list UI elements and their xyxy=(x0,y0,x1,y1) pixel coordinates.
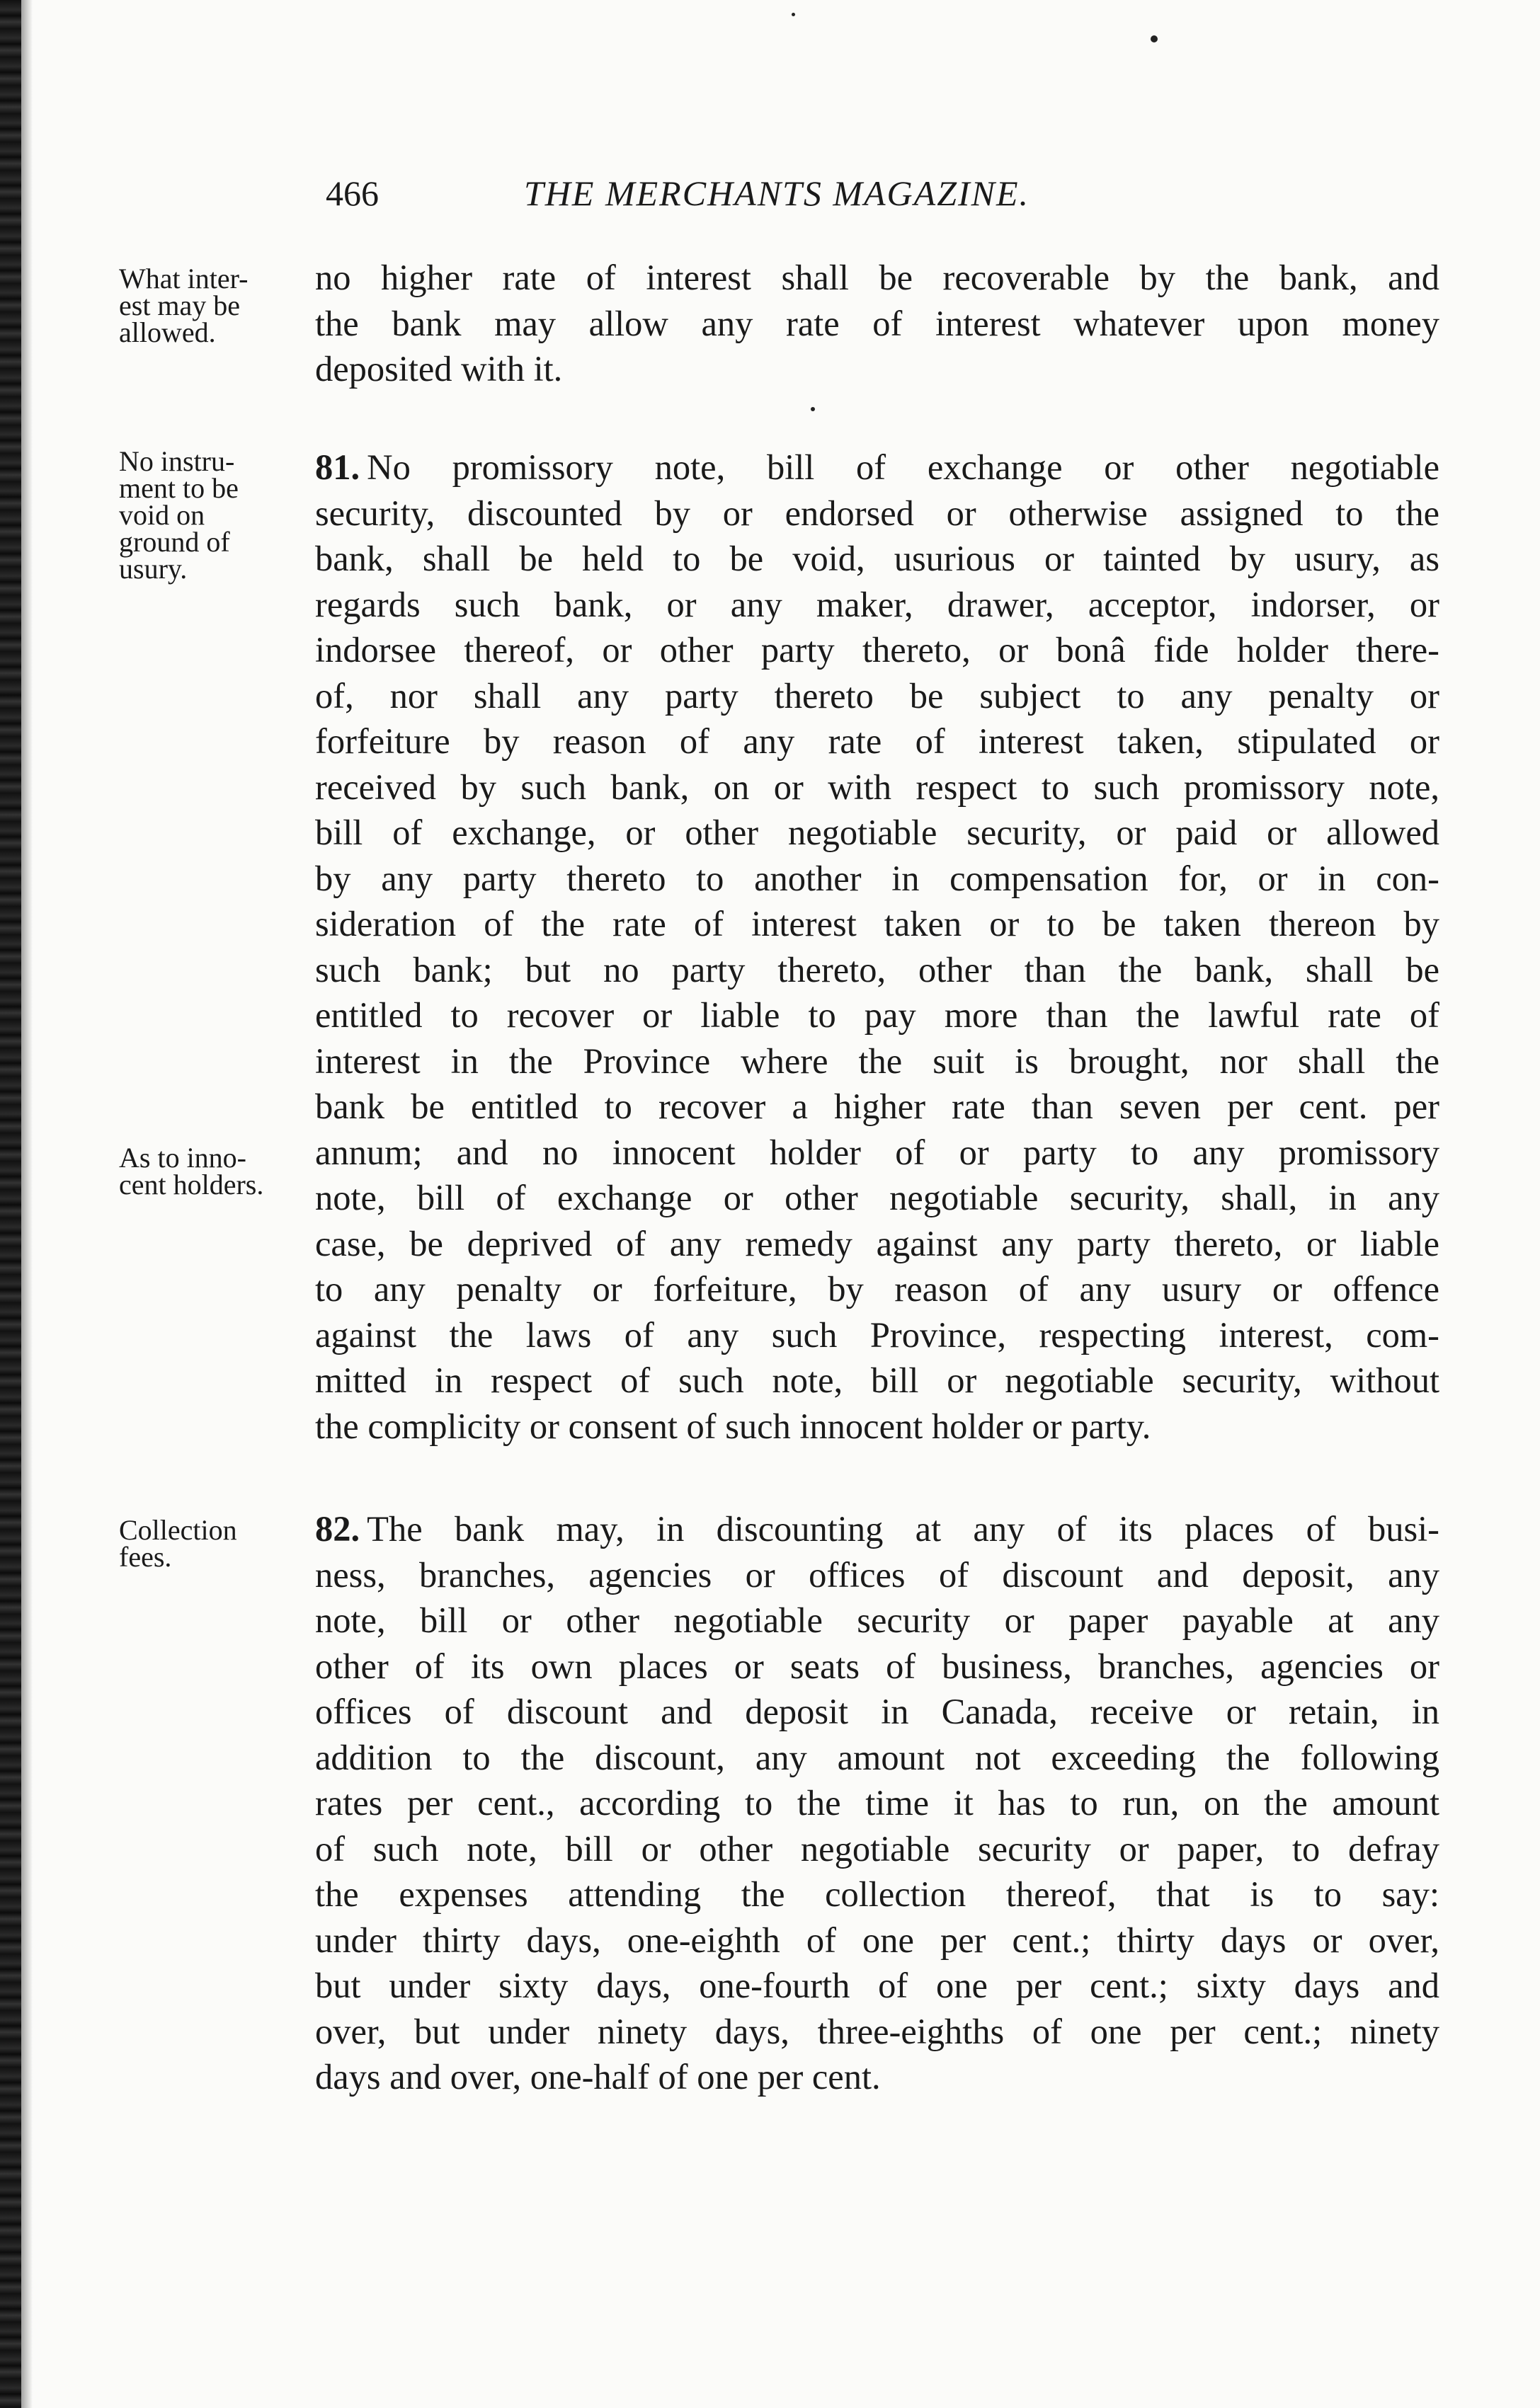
text-line: addition to the discount, any amount not exceeding the following xyxy=(315,1737,1439,1777)
text-line: security, discounted by or endorsed or otherwise assigned to the xyxy=(315,493,1439,533)
text-line: the expenses attending the collection thereof, that is to say: xyxy=(315,1874,1439,1914)
text-line: no higher rate of interest shall be recoverable by the bank, and xyxy=(315,258,1439,297)
text-line: interest in the Province where the suit is brought, nor shall the xyxy=(315,1040,1439,1081)
scan-speck xyxy=(792,13,795,16)
sidenote-collection: Collection fees. xyxy=(119,1514,237,1573)
text-line: of such note, bill or other negotiable security or paper, to defray xyxy=(315,1828,1439,1869)
text-line: note, bill or other negotiable security or paper payable at any xyxy=(315,1600,1439,1640)
page-header xyxy=(312,168,1473,225)
text-line: of, nor shall any party thereto be subject to any penalty or xyxy=(315,675,1439,716)
text-line: case, be deprived of any remedy against any party thereto, or liable xyxy=(315,1223,1439,1263)
section-81-first-text: No promissory note, bill of exchange or other negotiable xyxy=(367,447,1439,487)
binding-shadow xyxy=(21,0,33,2408)
sidenote-usury: No instru- ment to be void on ground of usury. xyxy=(119,445,239,585)
text-line: but under sixty days, one-fourth of one per cent.; sixty days and xyxy=(315,1966,1439,2005)
text-line: over, but under ninety days, three-eighths of one per cent.; ninety xyxy=(315,2011,1439,2051)
section-number: 82. xyxy=(315,1509,360,1549)
text-line: the complicity or consent of such innocent holder or party. xyxy=(315,1406,1151,1446)
text-line: against the laws of any such Province, respecting interest, com- xyxy=(315,1314,1439,1355)
page-number: 466 xyxy=(326,173,379,213)
section-82-first-text: The bank may, in discounting at any of its places of busi- xyxy=(367,1509,1439,1549)
text-line: indorsee thereof, or other party thereto, or bonâ fide holder there- xyxy=(315,630,1439,670)
text-line: by any party thereto to another in compensation for, or in con- xyxy=(315,858,1439,898)
sidenote-innocent: As to inno- cent holders. xyxy=(119,1142,264,1200)
text-line: under thirty days, one-eighth of one per cent.; thirty days or over, xyxy=(315,1920,1439,1960)
text-line: to any penalty or forfeiture, by reason of any usury or offence xyxy=(315,1269,1439,1309)
text-line: ness, branches, agencies or offices of discount and deposit, any xyxy=(315,1554,1439,1595)
text-line: mitted in respect of such note, bill or negotiable security, without xyxy=(315,1360,1439,1400)
binding-edge xyxy=(0,0,21,2408)
section-number: 81. xyxy=(315,447,360,487)
text-line: received by such bank, on or with respect to such promissory note, xyxy=(315,767,1439,807)
scan-speck xyxy=(811,407,815,411)
text-line: bank be entitled to recover a higher rate than seven per cent. per xyxy=(315,1087,1439,1126)
section-82 xyxy=(315,1506,1439,2100)
section-82-first-line xyxy=(315,1506,1439,1552)
text-line: other of its own places or seats of business, branches, agencies or xyxy=(315,1646,1439,1686)
scan-speck xyxy=(1151,35,1158,42)
text-line: deposited with it. xyxy=(315,349,563,389)
text-line: annum; and no innocent holder of or party to any promissory xyxy=(315,1132,1439,1172)
text-line: sideration of the rate of interest taken or to be taken thereon by xyxy=(315,904,1439,944)
continuation-paragraph xyxy=(315,255,1439,392)
text-line: offices of discount and deposit in Canada, receive or retain, in xyxy=(315,1692,1439,1731)
section-81 xyxy=(315,445,1439,1449)
text-line: regards such bank, or any maker, drawer, acceptor, indorser, or xyxy=(315,584,1439,624)
sidenote-interest: What inter- est may be allowed. xyxy=(119,263,249,348)
running-title: THE MERCHANTS MAGAZINE. xyxy=(524,173,1030,213)
text-line: bill of exchange, or other negotiable security, or paid or allowed xyxy=(315,813,1439,852)
text-line: entitled to recover or liable to pay more than the lawful rate of xyxy=(315,995,1439,1035)
text-line: rates per cent., according to the time it has to run, on the amount xyxy=(315,1783,1439,1823)
text-line: the bank may allow any rate of interest whatever upon money xyxy=(315,303,1439,343)
text-line: bank, shall be held to be void, usurious or tainted by usury, as xyxy=(315,539,1439,578)
section-81-first-line xyxy=(315,445,1439,491)
text-line: forfeiture by reason of any rate of interest taken, stipulated or xyxy=(315,721,1439,761)
text-line: days and over, one-half of one per cent. xyxy=(315,2057,881,2097)
text-line: note, bill of exchange or other negotiable security, shall, in any xyxy=(315,1178,1439,1217)
text-line: such bank; but no party thereto, other than the bank, shall be xyxy=(315,949,1439,990)
